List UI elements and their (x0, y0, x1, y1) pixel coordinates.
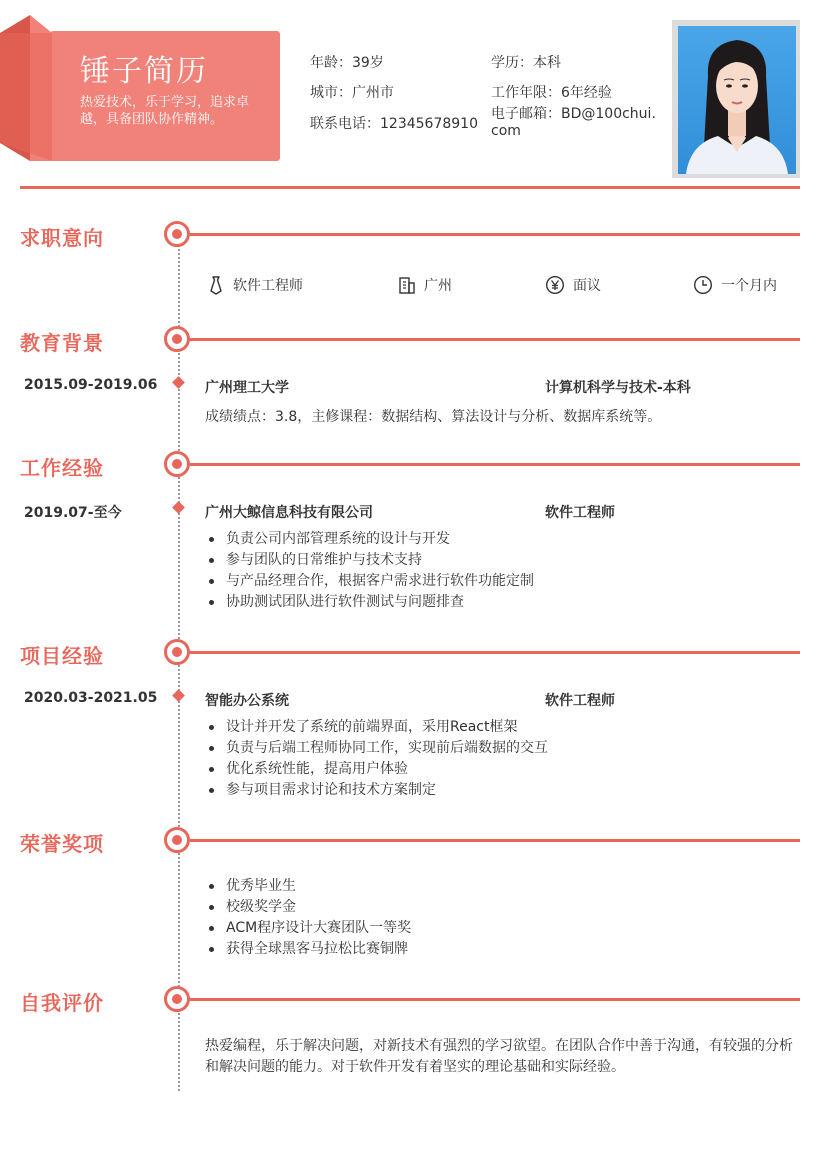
project-bullets (205, 717, 548, 801)
list-item: 负责公司内部管理系统的设计与开发 (205, 529, 534, 550)
clock-icon (693, 275, 713, 295)
info-experience: 工作年限：6年经验 (491, 85, 612, 101)
project-date: 2020.03-2021.05 (24, 690, 158, 706)
education-school: 广州理工大学 (205, 380, 289, 396)
intent-city (398, 275, 452, 295)
intent-salary-label: 面议 (573, 278, 601, 294)
list-item: 参与团队的日常维护与技术支持 (205, 550, 534, 571)
section-title-work: 工作经验 (20, 456, 104, 480)
intent-availability (693, 275, 777, 295)
project-name: 智能办公系统 (205, 693, 289, 709)
section-marker (164, 986, 190, 1012)
intent-salary (545, 275, 601, 295)
section-marker (164, 639, 190, 665)
list-item: ACM程序设计大赛团队一等奖 (205, 918, 411, 939)
entry-marker (172, 376, 185, 389)
tie-icon (207, 275, 225, 295)
list-item: 设计并开发了系统的前端界面，采用React框架 (205, 717, 548, 738)
section-marker (164, 451, 190, 477)
intent-position-label: 软件工程师 (233, 278, 303, 294)
education-date: 2015.09-2019.06 (24, 377, 158, 393)
list-item: 优化系统性能，提高用户体验 (205, 759, 548, 780)
resume-title: 锤子简历 (80, 54, 208, 89)
info-education: 学历：本科 (491, 55, 561, 71)
intent-position (207, 275, 303, 295)
list-item: 校级奖学金 (205, 897, 411, 918)
section-line (190, 651, 800, 654)
slogan: 热爱技术，乐于学习，追求卓越，具备团队协作精神。 (80, 95, 250, 127)
education-major: 计算机科学与技术-本科 (545, 380, 691, 396)
info-city: 城市：广州市 (310, 85, 394, 101)
list-item: 负责与后端工程师协同工作，实现前后端数据的交互 (205, 738, 548, 759)
info-phone: 联系电话：12345678910 (310, 116, 478, 132)
honors-bullets (205, 876, 411, 960)
list-item: 参与项目需求讨论和技术方案制定 (205, 780, 548, 801)
section-line (190, 463, 800, 466)
section-line (190, 338, 800, 341)
section-marker (164, 326, 190, 352)
section-title-intent: 求职意向 (20, 226, 104, 250)
section-title-honors: 荣誉奖项 (20, 832, 104, 856)
building-icon (398, 275, 416, 295)
work-date: 2019.07-至今 (24, 505, 122, 521)
section-title-self: 自我评价 (20, 991, 104, 1015)
section-marker (164, 221, 190, 247)
self-evaluation: 热爱编程，乐于解决问题，对新技术有强烈的学习欲望。在团队合作中善于沟通，有较强的分析和解决问题的能力。对于软件开发有着坚实的理论基础和实际经验。 (205, 1038, 793, 1075)
list-item: 优秀毕业生 (205, 876, 411, 897)
header-divider (20, 186, 800, 189)
work-role: 软件工程师 (545, 505, 615, 521)
list-item: 获得全球黑客马拉松比赛铜牌 (205, 939, 411, 960)
section-line (190, 998, 800, 1001)
info-email: 电子邮箱：BD@100chui.com (491, 106, 656, 139)
work-company: 广州大鲸信息科技有限公司 (205, 505, 373, 521)
entry-marker (172, 501, 185, 514)
section-title-education: 教育背景 (20, 331, 104, 355)
section-line (190, 233, 800, 236)
intent-availability-label: 一个月内 (721, 278, 777, 294)
portrait-photo (678, 26, 796, 174)
section-title-project: 项目经验 (20, 644, 104, 668)
work-bullets (205, 529, 534, 613)
list-item: 与产品经理合作，根据客户需求进行软件功能定制 (205, 571, 534, 592)
list-item: 协助测试团队进行软件测试与问题排查 (205, 592, 534, 613)
yen-icon (545, 275, 565, 295)
section-marker (164, 827, 190, 853)
project-role: 软件工程师 (545, 693, 615, 709)
entry-marker (172, 689, 185, 702)
intent-city-label: 广州 (424, 278, 452, 294)
section-line (190, 839, 800, 842)
info-age: 年龄：39岁 (310, 55, 384, 71)
education-detail: 成绩绩点：3.8，主修课程：数据结构、算法设计与分析、数据库系统等。 (205, 409, 662, 425)
